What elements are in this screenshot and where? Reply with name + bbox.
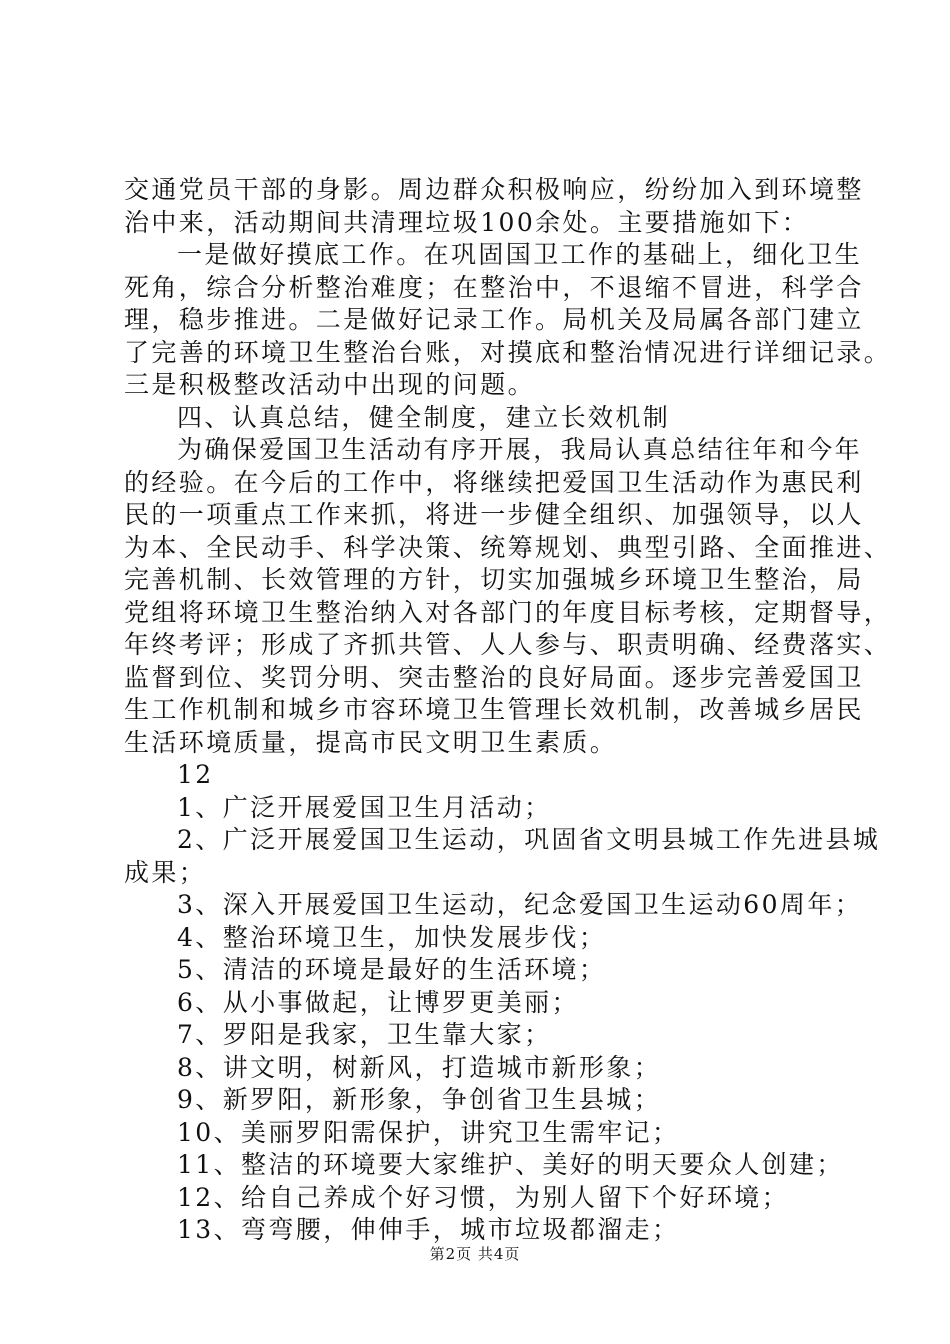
text-line: 了完善的环境卫生整治台账，对摸底和整治情况进行详细记录。: [124, 337, 892, 367]
text-line: 生活环境质量，提高市民文明卫生素质。: [124, 727, 618, 757]
paragraph: [124, 1052, 844, 1085]
text-line: 4、整治环境卫生，加快发展步伐；: [177, 922, 607, 952]
text-line: 民的一项重点工作来抓，将进一步健全组织、加强领导，以人: [124, 500, 864, 529]
text-line: 3、深入开展爱国卫生运动，纪念爱国卫生运动60周年；: [177, 890, 863, 919]
paragraph: [124, 239, 892, 402]
paragraph: [124, 402, 844, 435]
text-line: 三是积极整改活动中出现的问题。: [124, 370, 536, 399]
paragraph: [124, 1214, 844, 1247]
text-line: 10、美丽罗阳需保护，讲究卫生需牢记；: [177, 1117, 680, 1147]
text-line: 5、清洁的环境是最好的生活环境；: [177, 955, 607, 984]
text-line: 8、讲文明，树新风，打造城市新形象；: [177, 1052, 662, 1082]
text-line: 成果；: [124, 857, 207, 887]
paragraph: [124, 987, 844, 1020]
text-line: 6、从小事做起，让博罗更美丽；: [177, 987, 579, 1017]
paragraph: [124, 792, 844, 825]
text-line: 完善机制、长效管理的方针，切实加强城乡环境卫生整治，局: [124, 565, 864, 594]
text-line: 7、罗阳是我家，卫生靠大家；: [177, 1020, 552, 1049]
document-body: [124, 174, 892, 1247]
text-line: 9、新罗阳，新形象，争创省卫生县城；: [177, 1085, 662, 1114]
text-line: 四、认真总结，健全制度，建立长效机制: [177, 402, 671, 432]
paragraph: [124, 1182, 844, 1215]
paragraph: [124, 1019, 844, 1052]
paragraph: [124, 174, 864, 239]
paragraph: [124, 1149, 844, 1182]
text-line: 12、给自己养成个好习惯，为别人留下个好环境；: [177, 1182, 790, 1212]
paragraph: [124, 1084, 844, 1117]
text-line: 党组将环境卫生整治纳入对各部门的年度目标考核，定期督导，: [124, 597, 892, 627]
text-line: 一是做好摸底工作。在巩固国卫工作的基础上，细化卫生: [177, 240, 863, 269]
text-line: 治中来，活动期间共清理垃圾100余处。主要措施如下：: [124, 207, 810, 237]
paragraph: [124, 434, 892, 759]
text-line: 年终考评；形成了齐抓共管、人人参与、职责明确、经费落实、: [124, 630, 892, 659]
paragraph: [124, 759, 844, 792]
paragraph: [124, 889, 863, 922]
text-line: 理，稳步推进。二是做好记录工作。局机关及局属各部门建立: [124, 305, 864, 334]
text-line: 12: [177, 760, 214, 789]
text-line: 1、广泛开展爱国卫生月活动；: [177, 792, 552, 822]
paragraph: [124, 1117, 844, 1150]
text-line: 交通党员干部的身影。周边群众积极响应，纷纷加入到环境整: [124, 175, 864, 204]
paragraph: [124, 954, 844, 987]
paragraph: [124, 824, 881, 889]
text-line: 为确保爱国卫生活动有序开展，我局认真总结往年和今年: [177, 435, 863, 464]
text-line: 13、弯弯腰，伸伸手，城市垃圾都溜走；: [177, 1215, 680, 1244]
page-footer: 第2页 共4页: [429, 1245, 521, 1263]
text-line: 死角，综合分析整治难度；在整治中，不退缩不冒进，科学合: [124, 272, 864, 302]
text-line: 监督到位、奖罚分明、突击整治的良好局面。逐步完善爱国卫: [124, 662, 864, 692]
text-line: 11、整洁的环境要大家维护、美好的明天要众人创建；: [177, 1150, 844, 1179]
text-line: 2、广泛开展爱国卫生运动，巩固省文明县城工作先进县城: [177, 825, 881, 854]
text-line: 为本、全民动手、科学决策、统筹规划、典型引路、全面推进、: [124, 532, 892, 562]
text-line: 生工作机制和城乡市容环境卫生管理长效机制，改善城乡居民: [124, 695, 864, 724]
paragraph: [124, 922, 844, 955]
text-line: 的经验。在今后的工作中，将继续把爱国卫生活动作为惠民利: [124, 467, 864, 497]
